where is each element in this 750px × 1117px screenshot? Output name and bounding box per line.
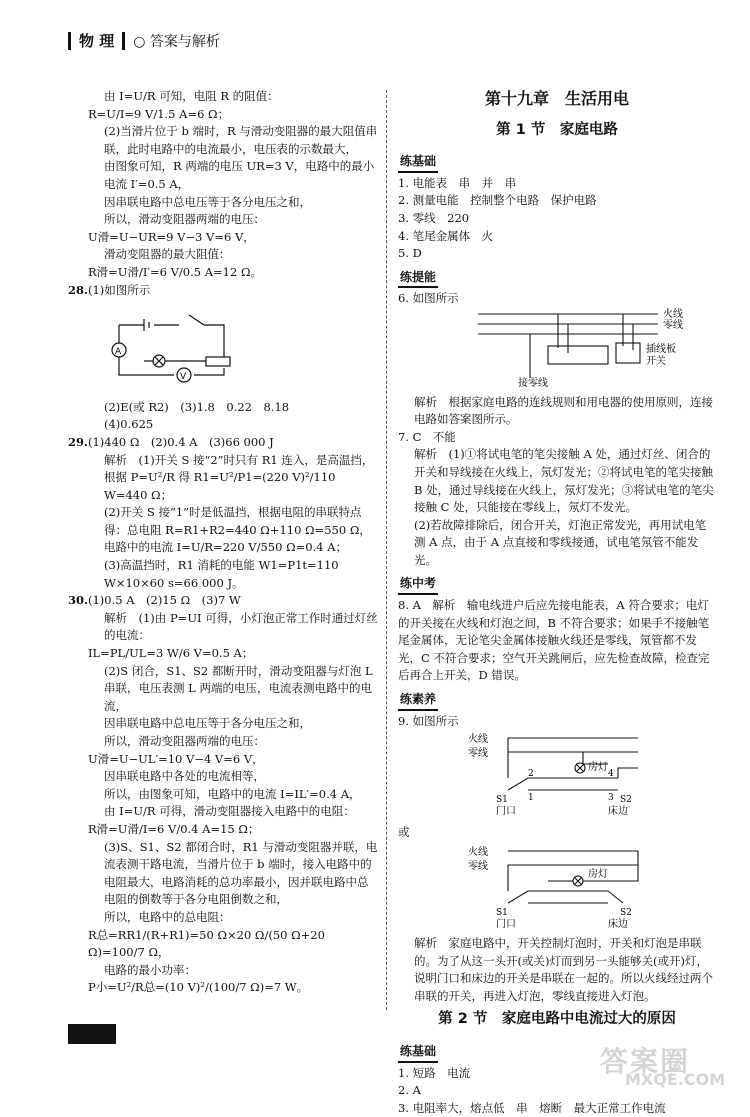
left-column — [68, 88, 378, 997]
text-line: 由图象可知，R 两端的电压 UR=3 V，电路中的最小电流 I′=0.5 A， — [104, 159, 375, 191]
label-quality: 练素养 — [398, 691, 438, 711]
terminal-label: 1 — [528, 793, 534, 804]
subject-title: 物 理 — [79, 32, 115, 50]
door-label: 门口 — [496, 919, 516, 931]
answer-line: 9. 如图所示 — [398, 713, 459, 728]
switch-s2-label: S2 — [620, 795, 632, 806]
analysis-text: 解析 根据家庭电路的连线规则和用电器的使用原则，连接电路如答案图所示。 — [414, 394, 713, 427]
svg-text:A: A — [115, 347, 122, 358]
answer-line: 4. 笔尾金属体 火 — [398, 228, 494, 243]
answer-text: (1)如图所示 — [88, 282, 151, 297]
bed-label: 床边 — [608, 806, 628, 818]
wiring-diagram-6 — [458, 308, 698, 388]
header-bar — [122, 32, 125, 50]
chapter-title: 第十九章 生活用电 — [484, 89, 629, 108]
door-label: 门口 — [496, 806, 516, 818]
fire-line-label: 火线 — [468, 734, 488, 746]
header-bar — [68, 32, 71, 50]
switch-s2-label: S2 — [620, 908, 632, 919]
zero-line-label: 零线 — [468, 748, 488, 760]
answer-line: 2. A — [398, 1083, 421, 1098]
text-line: 滑动变阻器的最大阻值： — [104, 247, 231, 262]
answer-line: 3. 电阻率大，熔点低 串 熔断 最大正常工作电流 — [398, 1100, 666, 1115]
formula: R滑=U滑/I′=6 V/0.5 A=12 Ω。 — [88, 264, 263, 279]
section-title: ○ 答案与解析 — [133, 33, 220, 50]
analysis-text: (3)S、S1、S2 都闭合时，R1 与滑动变阻器并联，电流表测干路电流，当滑片位于 b 端时，接入电路中的电阻最大，电路消耗的总功率最小，因并联电路中总电阻的倒数等于各分电阻倒数之和， — [104, 839, 378, 907]
watermark: 答案圈 — [600, 1045, 691, 1078]
answer-line: 1. 电能表 串 并 串 — [398, 175, 517, 190]
terminal-label: 3 — [608, 793, 614, 804]
answer-line: 8. A 解析 输电线进户后应先接电能表，A 符合要求；电灯的开关接在火线和灯泡之间，B 不符合要求；如果手不接触笔尾金属体，无论笔尖金属体接触火线还是零线，氖管都不发光，C 不符合要求；空气开关跳闸后，应先检查故障，检查完后再合上开关，D 错误。 — [398, 598, 710, 683]
ground-label: 接零线 — [518, 377, 548, 389]
text-line: 因串联电路中各处的电流相等， — [104, 769, 265, 784]
section-title-1: 第 1 节 家庭电路 — [496, 121, 618, 138]
analysis-text: 解析 家庭电路中，开关控制灯泡时，开关和灯泡是串联的。为了从这一头开(或关)灯而到另一头能够关(或开)灯，说明门口和床边的开关是串联在一起的。所以火线经过两个串联的开关，再进入灯泡，零线直接进入灯泡。 — [414, 936, 713, 1003]
fire-line-label: 火线 — [468, 847, 488, 859]
terminal-label: 2 — [528, 769, 534, 780]
switch-s1-label: S1 — [496, 795, 508, 806]
text-line: (2)E(或 R2) (3)1.8 0.22 8.18 — [104, 399, 290, 414]
question-number: 28. — [68, 282, 89, 297]
analysis-text: 解析 (1)由 P=UI 可得，小灯泡正常工作时通过灯丝的电流： — [104, 610, 378, 643]
formula: R总=RR1/(R+R1)=50 Ω×20 Ω/(50 Ω+20 Ω)=100/7 Ω， — [88, 927, 325, 960]
switch-label: 开关 — [646, 355, 666, 367]
answer-line: 5. D — [398, 246, 422, 261]
page-header — [68, 30, 220, 51]
label-exam: 练中考 — [398, 575, 438, 595]
analysis-text: (2)S 闭合，S1、S2 都断开时，滑动变阻器与灯泡 L 串联，电压表测 L 两端的电压，电流表测电路中的电流， — [104, 663, 373, 713]
or-text: 或 — [398, 824, 410, 839]
question-number: 29. — [68, 434, 89, 449]
text-line: 因串联电路中总电压等于各分电压之和， — [104, 194, 311, 209]
formula: IL=PL/UL=3 W/6 V=0.5 A； — [88, 646, 254, 661]
answer-line: 3. 零线 220 — [398, 210, 470, 225]
label-basic: 练基础 — [398, 153, 438, 173]
terminal-label: 4 — [608, 769, 614, 780]
formula: P小=U²/R总=(10 V)²/(100/7 Ω)=7 W。 — [88, 980, 309, 995]
fire-line-label: 火线 — [663, 308, 683, 320]
text-line: 由 I=U/R 可得，滑动变阻器接入电路中的电阻： — [104, 804, 355, 819]
page-number-tab — [68, 1024, 116, 1044]
zero-line-label: 零线 — [663, 319, 683, 331]
text-line: (4)0.625 — [104, 417, 154, 432]
analysis-text: 解析 (1)开关 S 接“2”时只有 R1 连入，是高温挡，根据 P=U²/R 得 R1=U²/P1=(220 V)²/110 W=440 Ω； — [104, 452, 374, 502]
answer-text: (1)440 Ω (2)0.4 A (3)66 000 J — [88, 434, 274, 449]
answer-line: 7. C 不能 — [398, 429, 456, 444]
formula: U滑=U−UL′=10 V−4 V=6 V， — [88, 751, 264, 766]
label-skill: 练提能 — [398, 269, 438, 289]
label-basic-2: 练基础 — [398, 1043, 438, 1063]
circuit-diagram-28 — [104, 305, 234, 387]
text-line: 由 I=U/R 可知，电阻 R 的阻值： — [104, 89, 279, 103]
wiring-diagram-9b — [448, 843, 648, 929]
text-line: 电路的最小功率： — [104, 962, 196, 977]
wiring-diagram-9a — [448, 730, 648, 816]
socket-label: 插线板 — [646, 343, 676, 355]
text-line: 因串联电路中总电压等于各分电压之和， — [104, 716, 311, 731]
text-line: 所以，滑动变阻器两端的电压： — [104, 734, 265, 748]
answer-line: 2. 测量电能 控制整个电路 保护电路 — [398, 193, 597, 208]
lamp-label: 房灯 — [588, 762, 608, 774]
lamp-label: 房灯 — [588, 869, 608, 881]
analysis-text: (2)若故障排除后，闭合开关，灯泡正常发光，再用试电笔测 A 点，由于 A 点直接和零线接通，试电笔氖管不能发光。 — [414, 517, 707, 567]
right-column — [398, 88, 716, 1117]
text-line: 所以，滑动变阻器两端的电压： — [104, 212, 265, 227]
switch-s1-label: S1 — [496, 908, 508, 919]
analysis-text: (2)开关 S 接“1”时是低温挡，根据电阻的串联特点得：总电阻 R=R1+R2=440 Ω+110 Ω=550 Ω，电路中的电流 I=U/R=220 V/550 Ω=0.4 A； — [104, 505, 371, 555]
formula: R滑=U滑/I=6 V/0.4 A=15 Ω； — [88, 821, 260, 836]
answer-text: (1)0.5 A (2)15 Ω (3)7 W — [88, 593, 241, 608]
column-divider — [386, 90, 387, 1010]
text-line: 所以，由图象可知，电路中的电流 I=IL′=0.4 A， — [104, 786, 361, 801]
analysis-text: (3)高温挡时，R1 消耗的电能 W1=P1t=110 W×10×60 s=66 000 J。 — [104, 558, 339, 590]
svg-text:V: V — [180, 372, 187, 383]
analysis-text: 解析 (1)①将试电笔的笔尖接触 A 处，通过灯丝、闭合的开关和导线接在火线上，氖灯发光；②将试电笔的笔尖接触 B 处，通过导线接在火线上，氖灯发光；③将试电笔的笔尖接触 C 处，只能接在零线上，氖灯不发光。 — [414, 447, 714, 515]
section-title-2: 第 2 节 家庭电路中电流过大的原因 — [438, 1011, 676, 1028]
watermark-url: MXQE.COM — [625, 1070, 726, 1089]
bed-label: 床边 — [608, 919, 628, 931]
zero-line-label: 零线 — [468, 861, 488, 873]
text-line: (2)当滑片位于 b 端时，R 与滑动变阻器的最大阻值串联，此时电路中的电流最小，电压表的示数最大， — [104, 124, 378, 156]
question-number: 30. — [68, 593, 89, 608]
formula: R=U/I=9 V/1.5 A=6 Ω； — [88, 106, 230, 121]
text-line: 所以，电路中的总电阻： — [104, 909, 231, 924]
answer-line: 1. 短路 电流 — [398, 1065, 471, 1080]
answer-line: 6. 如图所示 — [398, 291, 459, 306]
formula: U滑=U−UR=9 V−3 V=6 V， — [88, 229, 255, 244]
